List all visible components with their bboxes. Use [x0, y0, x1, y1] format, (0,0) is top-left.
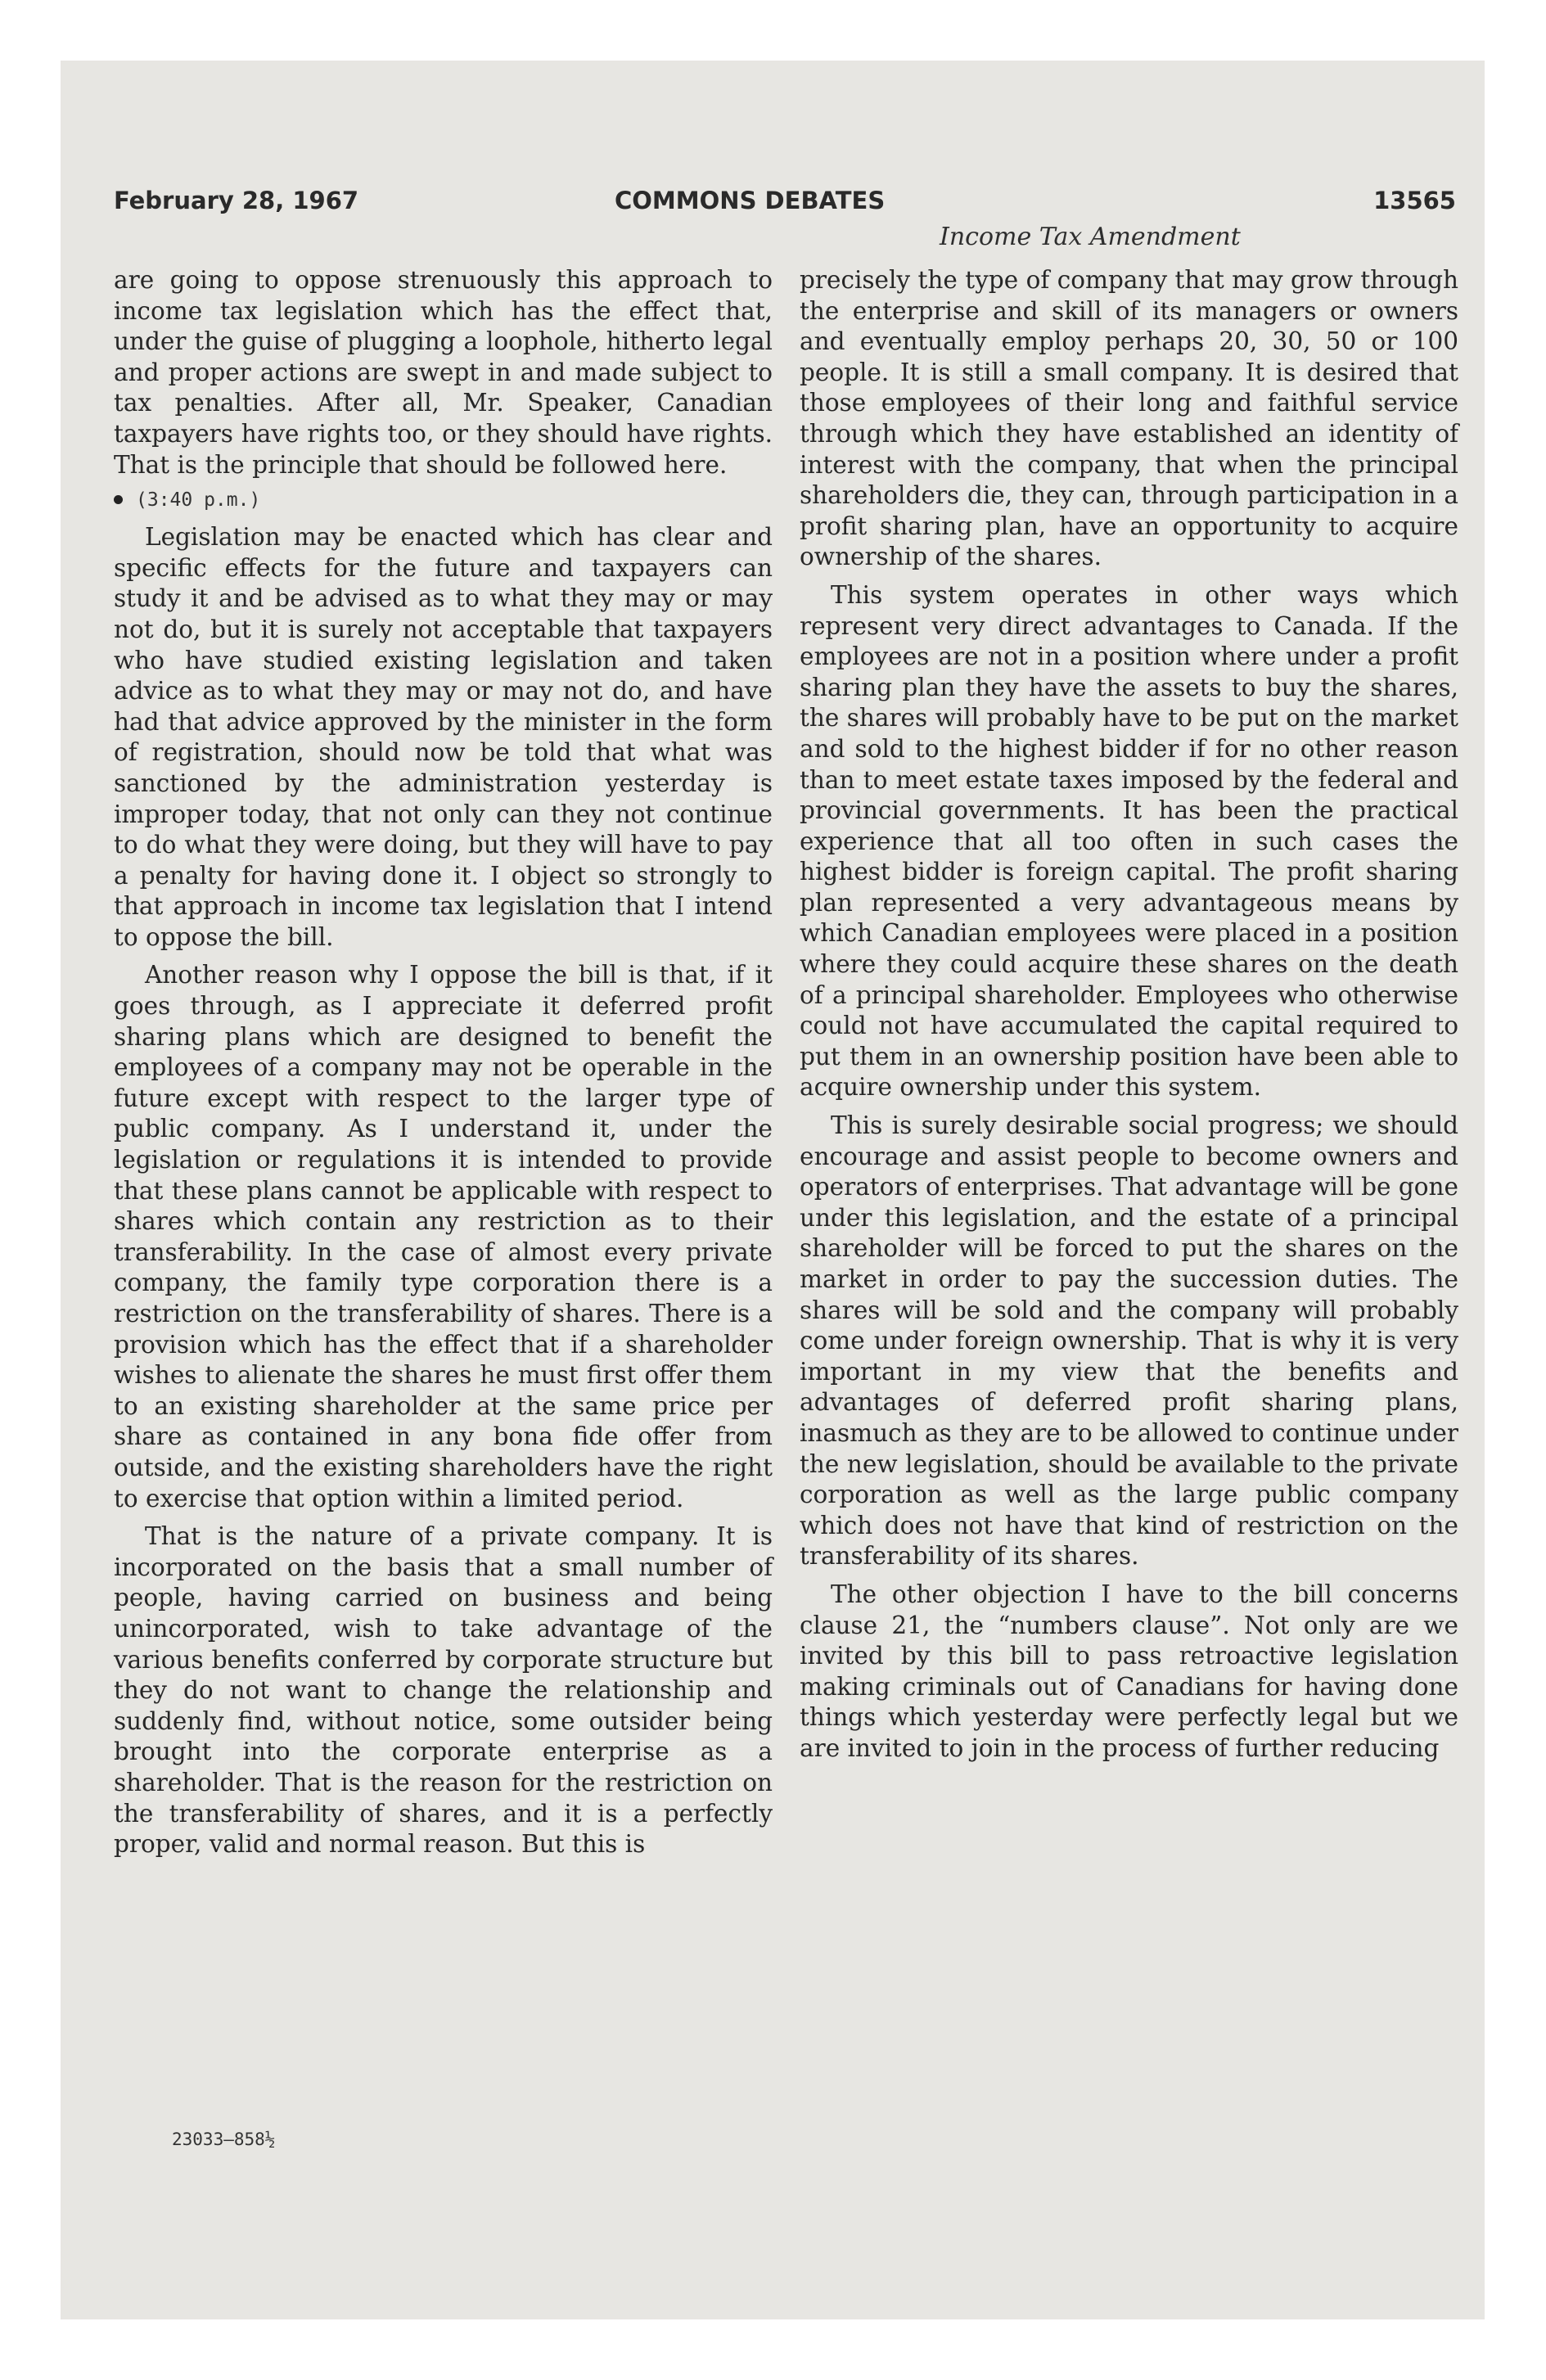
paragraph: That is the nature of a private company. It is incorporated on the basis that a small number of people, having carried on business and being unincorporated, wish to take advantage of the various benefits conferred by corporate structure but they do not want to change the relationship and suddenly find, without notice, some outsider being brought into the corporate enterprise as a shareholder. That is the reason for the restriction on the transferability of shares, and it is a perfectly proper, valid and normal reason. But this is: [114, 1522, 773, 1859]
paragraph: This system operates in other ways which represent very direct advantages to Canada. If the employees are not in a position where under a profit sharing plan they have the assets to buy the shares, the shares will probably have to be put on the market and sold to the highest bidder if for no other reason than to meet estate taxes imposed by the federal and provincial governments. It has been the practical experience that all too often in such cases the highest bidder is foreign capital. The profit sharing plan represented a very advantageous means by which Canadian employees were placed in a position where they could acquire these shares on the death of a principal shareholder. Employees who otherwise could not have accumulated the capital required to put them in an ownership position have been able to acquire ownership under this system.: [800, 580, 1458, 1102]
paragraph: are going to oppose strenuously this approach to income tax legislation which has the effect that, under the guise of plugging a loophole, hitherto legal and proper actions are swept in and made subject to tax penalties. After all, Mr. Speaker, Canadian taxpayers have rights too, or they should have rights. That is the principle that should be followed here.: [114, 266, 773, 479]
page-header: [114, 187, 1456, 224]
running-subtitle: Income Tax Amendment: [940, 223, 1241, 251]
timestamp-marker: [114, 488, 773, 512]
paragraph: Another reason why I oppose the bill is that, if it goes through, as I appreciate it deferred profit sharing plans which are designed to benefit the employees of a company may not be operable in the future except with respect to the larger type of public company. As I understand it, under the legislation or regulations it is intended to provide that these plans cannot be applicable with respect to shares which contain any restriction as to their transferability. In the case of almost every private company, the family type corporation there is a restriction on the transferability of shares. There is a provision which has the effect that if a shareholder wishes to alienate the shares he must first offer them to an existing shareholder at the same price per share as contained in any bona fide offer from outside, and the existing shareholders have the right to exercise that option within a limited period.: [114, 961, 773, 1512]
paragraph: Legislation may be enacted which has clear and specific effects for the future and taxpayers can study it and be advised as to what they may or may not do, but it is surely not acceptable that taxpayers who have studied existing legislation and taken advice as to what they may or may not do, and have had that advice approved by the minister in the form of registration, should now be told that what was sanctioned by the administration yesterday is improper today, that not only can they not continue to do what they were doing, but they will have to pay a penalty for having done it. I object so strongly to that approach in income tax legislation that I intend to oppose the bill.: [114, 523, 773, 951]
header-date: February 28, 1967: [114, 187, 359, 214]
header-journal-title: COMMONS DEBATES: [615, 187, 886, 214]
left-column: [114, 265, 773, 1868]
paragraph: precisely the type of company that may grow through the enterprise and skill of its managers or owners and eventually employ perhaps 20, 30, 50 or 100 people. It is still a small company. It is desired that those employees of their long and faithful service through which they have established an identity of interest with the company, that when the principal shareholders die, they can, through participation in a profit sharing plan, have an opportunity to acquire ownership of the shares.: [800, 266, 1458, 571]
header-page-number: 13565: [1373, 187, 1456, 214]
paragraph: This is surely desirable social progress; we should encourage and assist people to become owners and operators of enterprises. That advantage will be gone under this legislation, and the estate of a principal shareholder will be forced to put the shares on the market in order to pay the succession duties. The shares will be sold and the company will probably come under foreign ownership. That is why it is very important in my view that the benefits and advantages of deferred profit sharing plans, inasmuch as they are to be allowed to continue under the new legislation, should be available to the private corporation as well as the large public company which does not have that kind of restriction on the transferability of its shares.: [800, 1111, 1458, 1571]
timestamp-text: (3:40 p.m.): [136, 489, 261, 512]
right-column: [800, 265, 1458, 1772]
print-code: 23033—858½: [172, 2130, 276, 2149]
paragraph: The other objection I have to the bill concerns clause 21, the “numbers clause”. Not only are we invited by this bill to pass retroactive legislation making criminals out of Canadians for having done things which yesterday were perfectly legal but we are invited to join in the process of further reducing: [800, 1580, 1458, 1762]
bullet-icon: [114, 495, 123, 504]
